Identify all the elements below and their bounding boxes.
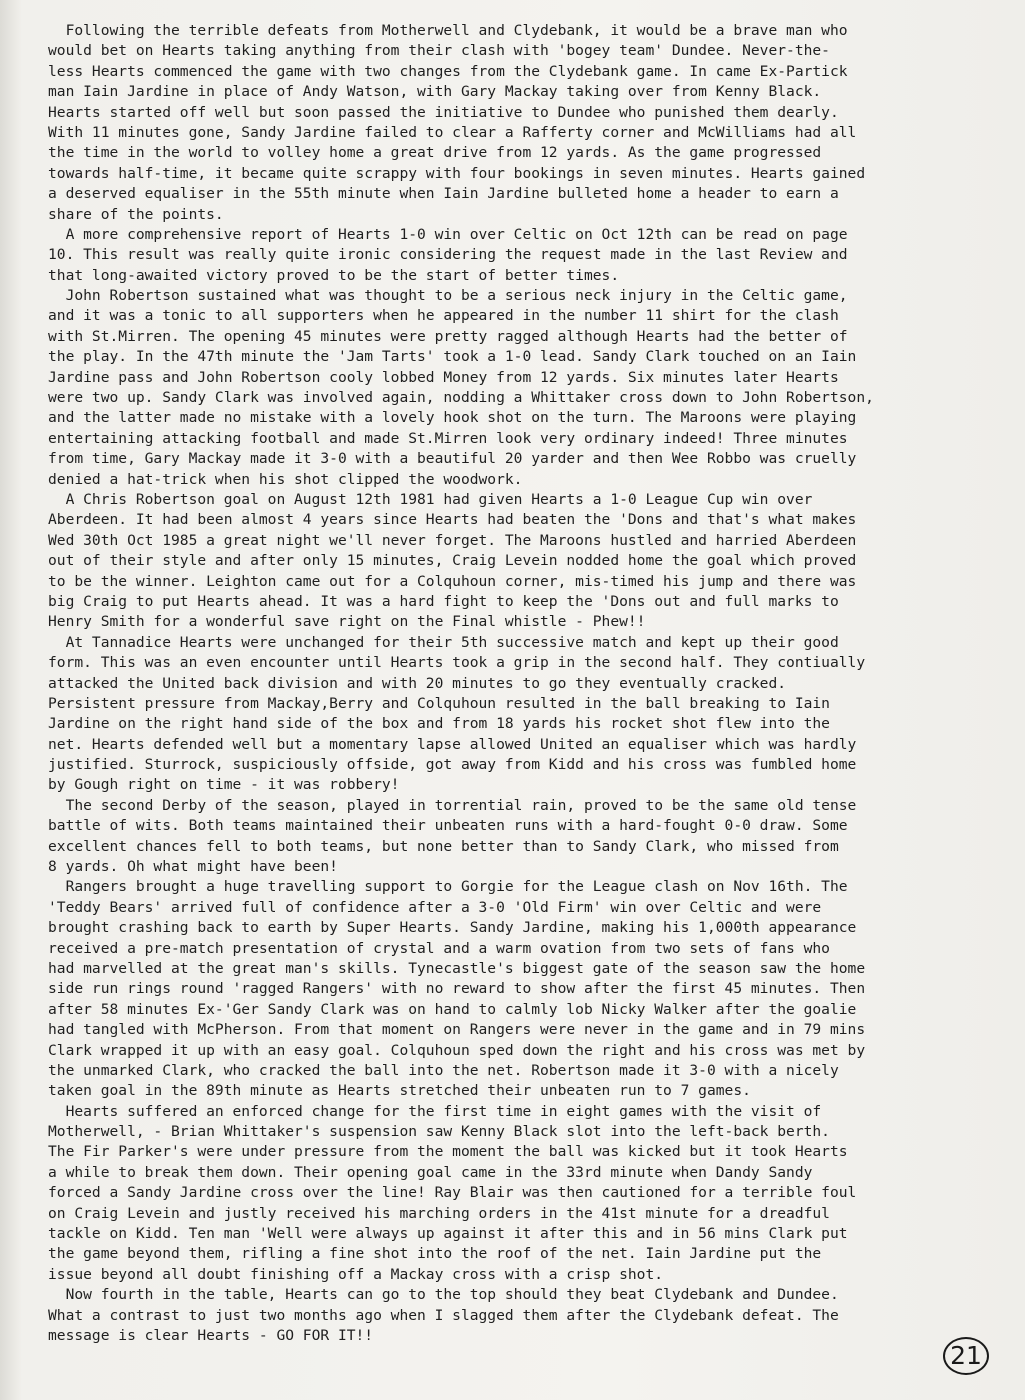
text-line: 10. This result was really quite ironic considering the request made in the last Review and <box>48 246 848 264</box>
text-line: and the latter made no mistake with a lovely hook shot on the turn. The Maroons were playing <box>48 409 857 427</box>
article-paragraph <box>48 877 1008 1101</box>
text-line: from time, Gary Mackay made it 3-0 with a beautiful 20 yarder and then Wee Robbo was cruelly <box>48 450 857 468</box>
text-line: tackle on Kidd. Ten man 'Well were always up against it after this and in 56 mins Clark put <box>48 1225 848 1243</box>
text-line: after 58 minutes Ex-'Ger Sandy Clark was on hand to calmly lob Nicky Walker after the goalie <box>48 1000 857 1018</box>
article-paragraph <box>48 1285 1008 1346</box>
text-line: Jardine on the right hand side of the box and from 18 yards his rocket shot flew into the <box>48 715 830 733</box>
text-line: issue beyond all doubt finishing off a Mackay cross with a crisp shot. <box>48 1265 664 1283</box>
text-line: and it was a tonic to all supporters when he appeared in the number 11 shirt for the clash <box>48 307 839 325</box>
text-line: Henry Smith for a wonderful save right on the Final whistle - Phew!! <box>48 613 646 631</box>
text-line: With 11 minutes gone, Sandy Jardine failed to clear a Rafferty corner and McWilliams had all <box>48 123 857 141</box>
text-line: a while to break them down. Their opening goal came in the 33rd minute when Dandy Sandy <box>48 1163 813 1181</box>
article-paragraph <box>48 796 1008 878</box>
text-line: side run rings round 'ragged Rangers' with no reward to show after the first 45 minutes. Then <box>48 980 866 998</box>
article-paragraph <box>48 633 1008 796</box>
text-line: Clark wrapped it up with an easy goal. Colquhoun sped down the right and his cross was met by <box>48 1041 866 1059</box>
text-line: received a pre-match presentation of crystal and a warm ovation from two sets of fans who <box>48 939 830 957</box>
text-line: had tangled with McPherson. From that moment on Rangers were never in the game and in 79 mins <box>48 1021 866 1039</box>
text-line: by Gough right on time - it was robbery! <box>48 776 400 794</box>
text-line: the time in the world to volley home a great drive from 12 yards. As the game progressed <box>48 144 822 162</box>
text-line: were two up. Sandy Clark was involved again, nodding a Whittaker cross down to John Robertson, <box>48 389 874 407</box>
text-line: message is clear Hearts - GO FOR IT!! <box>48 1327 374 1344</box>
text-line: on Craig Levein and justly received his marching orders in the 41st minute for a dreadful <box>48 1204 830 1222</box>
text-line: big Craig to put Hearts ahead. It was a hard fight to keep the 'Dons out and full marks to <box>48 592 839 610</box>
text-line: out of their style and after only 15 minutes, Craig Levein nodded home the goal which proved <box>48 552 857 570</box>
text-line: share of the points. <box>48 205 224 223</box>
text-line: the unmarked Clark, who cracked the ball into the net. Robertson made it 3-0 with a nicely <box>48 1061 839 1079</box>
text-line: Rangers brought a huge travelling support to Gorgie for the League clash on Nov 16th. The <box>48 878 848 896</box>
text-line: to be the winner. Leighton came out for a Colquhoun corner, mis-timed his jump and there was <box>48 572 857 590</box>
text-line: denied a hat-trick when his shot clipped the woodwork. <box>48 470 523 488</box>
text-line: Aberdeen. It had been almost 4 years since Hearts had beaten the 'Dons and that's what makes <box>48 511 857 529</box>
article-paragraph <box>48 21 1008 225</box>
article-paragraph <box>48 225 1008 286</box>
text-line: man Iain Jardine in place of Andy Watson, with Gary Mackay taking over from Kenny Black. <box>48 83 822 101</box>
text-line: attacked the United back division and with 20 minutes to go they eventually cracked. <box>48 674 787 692</box>
text-line: a deserved equaliser in the 55th minute when Iain Jardine bulleted home a header to earn a <box>48 185 839 203</box>
page-number: 21 <box>943 1337 989 1375</box>
text-line: Following the terrible defeats from Motherwell and Clydebank, it would be a brave man who <box>48 22 848 39</box>
text-line: Wed 30th Oct 1985 a great night we'll never forget. The Maroons hustled and harried Aberdeen <box>48 531 857 549</box>
text-line: form. This was an even encounter until Hearts took a grip in the second half. They contiually <box>48 654 866 672</box>
text-line: Jardine pass and John Robertson cooly lobbed Money from 12 yards. Six minutes later Hearts <box>48 368 839 386</box>
text-line: battle of wits. Both teams maintained their unbeaten runs with a hard-fought 0-0 draw. Some <box>48 817 848 835</box>
text-line: the game beyond them, rifling a fine shot into the roof of the net. Iain Jardine put the <box>48 1245 822 1263</box>
text-line: towards half-time, it became quite scrappy with four bookings in seven minutes. Hearts gained <box>48 164 866 182</box>
article-body <box>48 21 1008 1346</box>
text-line: entertaining attacking football and made St.Mirren look very ordinary indeed! Three minutes <box>48 429 848 447</box>
text-line: Motherwell, - Brian Whittaker's suspension saw Kenny Black slot into the left-back berth. <box>48 1123 830 1141</box>
text-line: less Hearts commenced the game with two changes from the Clydebank game. In came Ex-Partick <box>48 62 848 80</box>
text-line: net. Hearts defended well but a momentary lapse allowed United an equaliser which was hardly <box>48 735 857 753</box>
text-line: Hearts started off well but soon passed the initiative to Dundee who punished them dearly. <box>48 103 839 121</box>
text-line: the play. In the 47th minute the 'Jam Tarts' took a 1-0 lead. Sandy Clark touched on an Iain <box>48 348 857 366</box>
text-line: 'Teddy Bears' arrived full of confidence after a 3-0 'Old Firm' win over Celtic and were <box>48 898 822 916</box>
text-line: had marvelled at the great man's skills. Tynecastle's biggest gate of the season saw the home <box>48 959 866 977</box>
text-line: Hearts suffered an enforced change for the first time in eight games with the visit of <box>48 1102 822 1120</box>
text-line: The second Derby of the season, played in torrential rain, proved to be the same old tense <box>48 796 857 814</box>
text-line: At Tannadice Hearts were unchanged for their 5th successive match and kept up their good <box>48 633 839 651</box>
text-line: brought crashing back to earth by Super Hearts. Sandy Jardine, making his 1,000th appearance <box>48 919 857 937</box>
article-paragraph <box>48 1102 1008 1286</box>
text-line: with St.Mirren. The opening 45 minutes were pretty ragged although Hearts had the better of <box>48 327 848 345</box>
text-line: taken goal in the 89th minute as Hearts stretched their unbeaten run to 7 games. <box>48 1082 751 1100</box>
text-line: A Chris Robertson goal on August 12th 1981 had given Hearts a 1-0 League Cup win over <box>48 490 813 508</box>
article-paragraph <box>48 286 1008 490</box>
text-line: What a contrast to just two months ago when I slagged them after the Clydebank defeat. The <box>48 1306 839 1324</box>
text-line: that long-awaited victory proved to be the start of better times. <box>48 266 620 284</box>
article-paragraph <box>48 490 1008 633</box>
text-line: 8 yards. Oh what might have been! <box>48 858 338 876</box>
text-line: A more comprehensive report of Hearts 1-0 win over Celtic on Oct 12th can be read on page <box>48 225 848 243</box>
text-line: would bet on Hearts taking anything from their clash with 'bogey team' Dundee. Never-the- <box>48 42 830 60</box>
text-line: The Fir Parker's were under pressure from the moment the ball was kicked but it took Hearts <box>48 1143 848 1161</box>
text-line: forced a Sandy Jardine cross over the line! Ray Blair was then cautioned for a terrible foul <box>48 1184 857 1202</box>
text-line: Now fourth in the table, Hearts can go to the top should they beat Clydebank and Dundee. <box>48 1286 839 1304</box>
text-line: John Robertson sustained what was thought to be a serious neck injury in the Celtic game, <box>48 287 848 305</box>
text-line: excellent chances fell to both teams, but none better than to Sandy Clark, who missed from <box>48 837 839 855</box>
text-line: Persistent pressure from Mackay,Berry and Colquhoun resulted in the ball breaking to Iain <box>48 694 830 712</box>
text-line: justified. Sturrock, suspiciously offside, got away from Kidd and his cross was fumbled home <box>48 756 857 774</box>
